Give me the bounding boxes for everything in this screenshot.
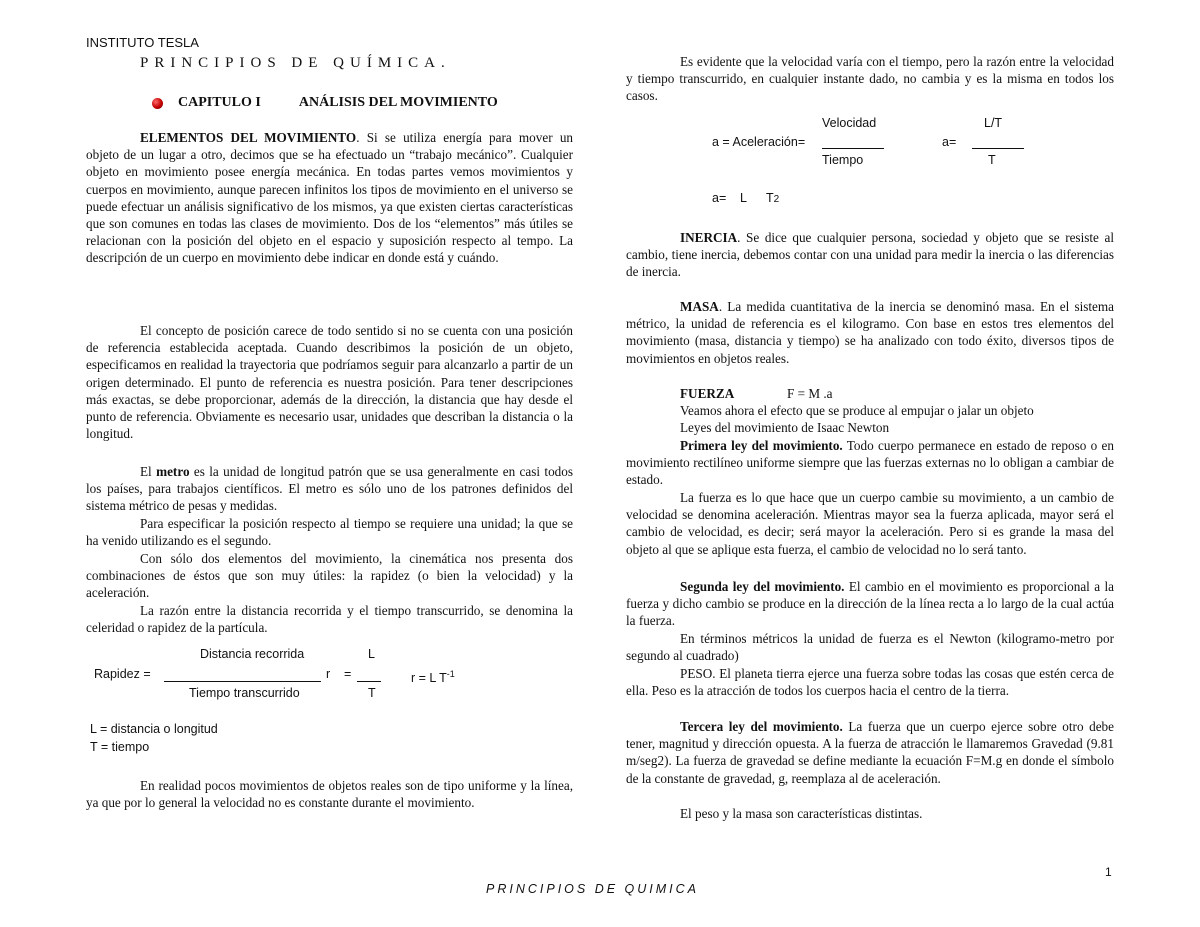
institute-name: INSTITUTO TESLA <box>86 35 199 50</box>
fuerza-line: Veamos ahora el efecto que se produce al empujar o jalar un objeto <box>680 403 1034 419</box>
paragraph-peso-masa: El peso y la masa son características distintas. <box>680 806 923 821</box>
formula-fraction-denominator: T <box>368 686 376 700</box>
formula-denominator: Tiempo transcurrido <box>189 686 300 700</box>
paragraph-cinematica: Con sólo dos elementos del movimiento, la cinemática nos presenta dos combinaciones de éstos que son muy útiles: la rapidez (o bien la velocidad) y la aceleración. <box>86 551 573 601</box>
formula-fraction-line <box>164 681 321 682</box>
formula-r-label: r <box>326 667 331 681</box>
chapter-subtitle: ANÁLISIS DEL MOVIMIENTO <box>298 95 498 110</box>
definition-item: L = distancia o longitud <box>90 722 218 736</box>
formula-l: L <box>740 191 747 205</box>
page-title: PRINCIPIOS DE QUÍMICA. <box>140 55 451 71</box>
paragraph-segunda-ley: Segunda ley del movimiento. El cambio en el movimiento es proporcional a la fuerza y dicho cambio se produce en la dirección de la línea recta a lo largo de la cual actúa la fuerza. <box>626 579 1114 629</box>
formula-result: r = L $T^{-1}$ <box>411 669 455 686</box>
paragraph-metro: El metro es la unidad de longitud patrón que se usa generalmente en casi todos los países, para trabajos científicos. El metro es sólo uno de los patrones definidos del sistema métrico de pesas y medidas. <box>86 464 573 514</box>
formula-t-squared: T2 <box>766 191 780 205</box>
paragraph-masa: MASA. La medida cuantitativa de la inercia se denominó masa. En el sistema métrico, la unidad de referencia es el kilogramo. Con base en estos tres elementos del movimiento (masa, distancia y tiempo) se ha analizado con todo éxito, diversos tipos de movimientos en objetos reales. <box>626 299 1114 366</box>
chapter-number: CAPITULO I <box>178 95 261 110</box>
formula-line-1 <box>822 148 884 149</box>
fuerza-heading: FUERZA F = M .a <box>680 386 833 401</box>
chapter-heading <box>152 95 498 111</box>
paragraph-elementos: ELEMENTOS DEL MOVIMIENTO. Si se utiliza energía para mover un objeto de un lugar a otro, decimos que se ha efectuado un “trabajo mecánico”. Cualquier objeto en movimiento posee energía mecánica. En todas partes vemos movimientos y cuerpos en movimiento, aunque parecen infinitos los tipos de movimiento en el universo se puede efectuar un análisis significativo de los mismos, ya que existen ciertas características que son comunes en todas las clases de movimiento. Dos de los “elementos” más útiles se relacionan con la posición del objeto en el espacio y suposición respecto al tempo. La descripción de un cuerpo en movimiento debe indicar en donde está y cuándo. <box>86 130 574 266</box>
formula-label-aceleracion: a = Aceleración= <box>712 135 806 149</box>
formula-label: Rapidez = <box>94 667 151 681</box>
definitions-list <box>86 720 573 756</box>
formula-a-equals: a= <box>712 191 727 205</box>
paragraph-realidad: En realidad pocos movimientos de objetos reales son de tipo uniforme y la línea, ya que por lo general la velocidad no es constante durante el movimiento. <box>86 778 573 811</box>
formula-num-lt: L/T <box>984 116 1003 130</box>
paragraph-inercia: INERCIA. Se dice que cualquier persona, sociedad y objeto que se resiste al cambio, tiene inercia, debemos contar con una unidad para medir la inercia o las diferencias de inercia. <box>626 230 1114 280</box>
formula-equals: = <box>344 667 352 681</box>
paragraph-tercera-ley: Tercera ley del movimiento. La fuerza que un cuerpo ejerce sobre otro debe tener, magnitud y dirección opuesta. A la fuerza de atracción le llamaremos Gravedad (9.81 m/seg2). La fuerza de gravedad se define mediante la ecuación F=M.g en donde el símbolo de la constante de gravedad, g, reemplaza al de aceleración. <box>626 719 1114 786</box>
running-footer: PRINCIPIOS DE QUIMICA <box>486 882 700 896</box>
leyes-line: Leyes del movimiento de Isaac Newton <box>680 420 890 436</box>
paragraph-lead: ELEMENTOS DEL MOVIMIENTO <box>140 130 357 145</box>
formula-fraction-numerator: L <box>368 647 375 661</box>
formula-den-tiempo: Tiempo <box>822 153 864 167</box>
rapidez-formula <box>86 645 573 705</box>
paragraph-velocidad: Es evidente que la velocidad varía con el tiempo, pero la razón entre la velocidad y tiempo transcurrido, en cualquier instante dado, no cambia y es la misma en todos los casos. <box>626 54 1114 104</box>
formula-den-t: T <box>988 153 996 167</box>
definition-item: T = tiempo <box>90 740 150 754</box>
paragraph-posicion: El concepto de posición carece de todo sentido si no se cuenta con una posición de referencia establecida aceptada. Cuando describimos la posición de un objeto, especificamos en realidad la trayectoria que podríamos seguir para alcanzarlo a partir de un origen determinado. El punto de referencia es nuestra posición. Para tener descripciones más exactas, se debe proporcionar, además de la dirección, la distancia que hay desde el punto de referencia. Obviamente es necesario usar, unidades que describan la distancia o la longitud. <box>86 323 573 442</box>
formula-label-a: a= <box>942 135 957 149</box>
paragraph-primera-ley: Primera ley del movimiento. Todo cuerpo permanece en estado de reposo o en movimiento rectilíneo uniforme siempre que las fuerzas externas no lo obligan a cambiar de estado. <box>626 438 1114 488</box>
paragraph-tiempo: Para especificar la posición respecto al tiempo se requiere una unidad; la que se ha venido utilizando es el segundo. <box>86 516 573 549</box>
paragraph-peso: PESO. El planeta tierra ejerce una fuerza sobre todas las cosas que estén cerca de ella. Peso es la atracción de todos los cuerpos hacia el centro de la tierra. <box>626 666 1114 699</box>
formula-line-2 <box>972 148 1024 149</box>
formula-num-velocidad: Velocidad <box>822 116 877 130</box>
page-number: 1 <box>1105 865 1112 879</box>
formula-small-line <box>357 681 381 682</box>
red-bullet-icon <box>152 98 163 109</box>
paragraph-fuerza: La fuerza es lo que hace que un cuerpo cambie su movimiento, a un cambio de velocidad se denomina aceleración. Mientras mayor sea la fuerza aplicada, mayor será el cambio de velocidad, es decir; será mayor la aceleración. Pero si es grande la masa del objeto al que se aplique esta fuerza, el cambio de velocidad no lo será tanto. <box>626 490 1114 557</box>
paragraph-rapidez: La razón entre la distancia recorrida y el tiempo transcurrido, se denomina la celeridad o rapidez de la partícula. <box>86 603 573 636</box>
aceleracion-formula <box>626 113 1114 208</box>
paragraph-newton: En términos métricos la unidad de fuerza es el Newton (kilogramo-metro por segundo al cuadrado) <box>626 631 1114 664</box>
formula-numerator: Distancia recorrida <box>200 647 305 661</box>
fuerza-section <box>626 385 1114 437</box>
